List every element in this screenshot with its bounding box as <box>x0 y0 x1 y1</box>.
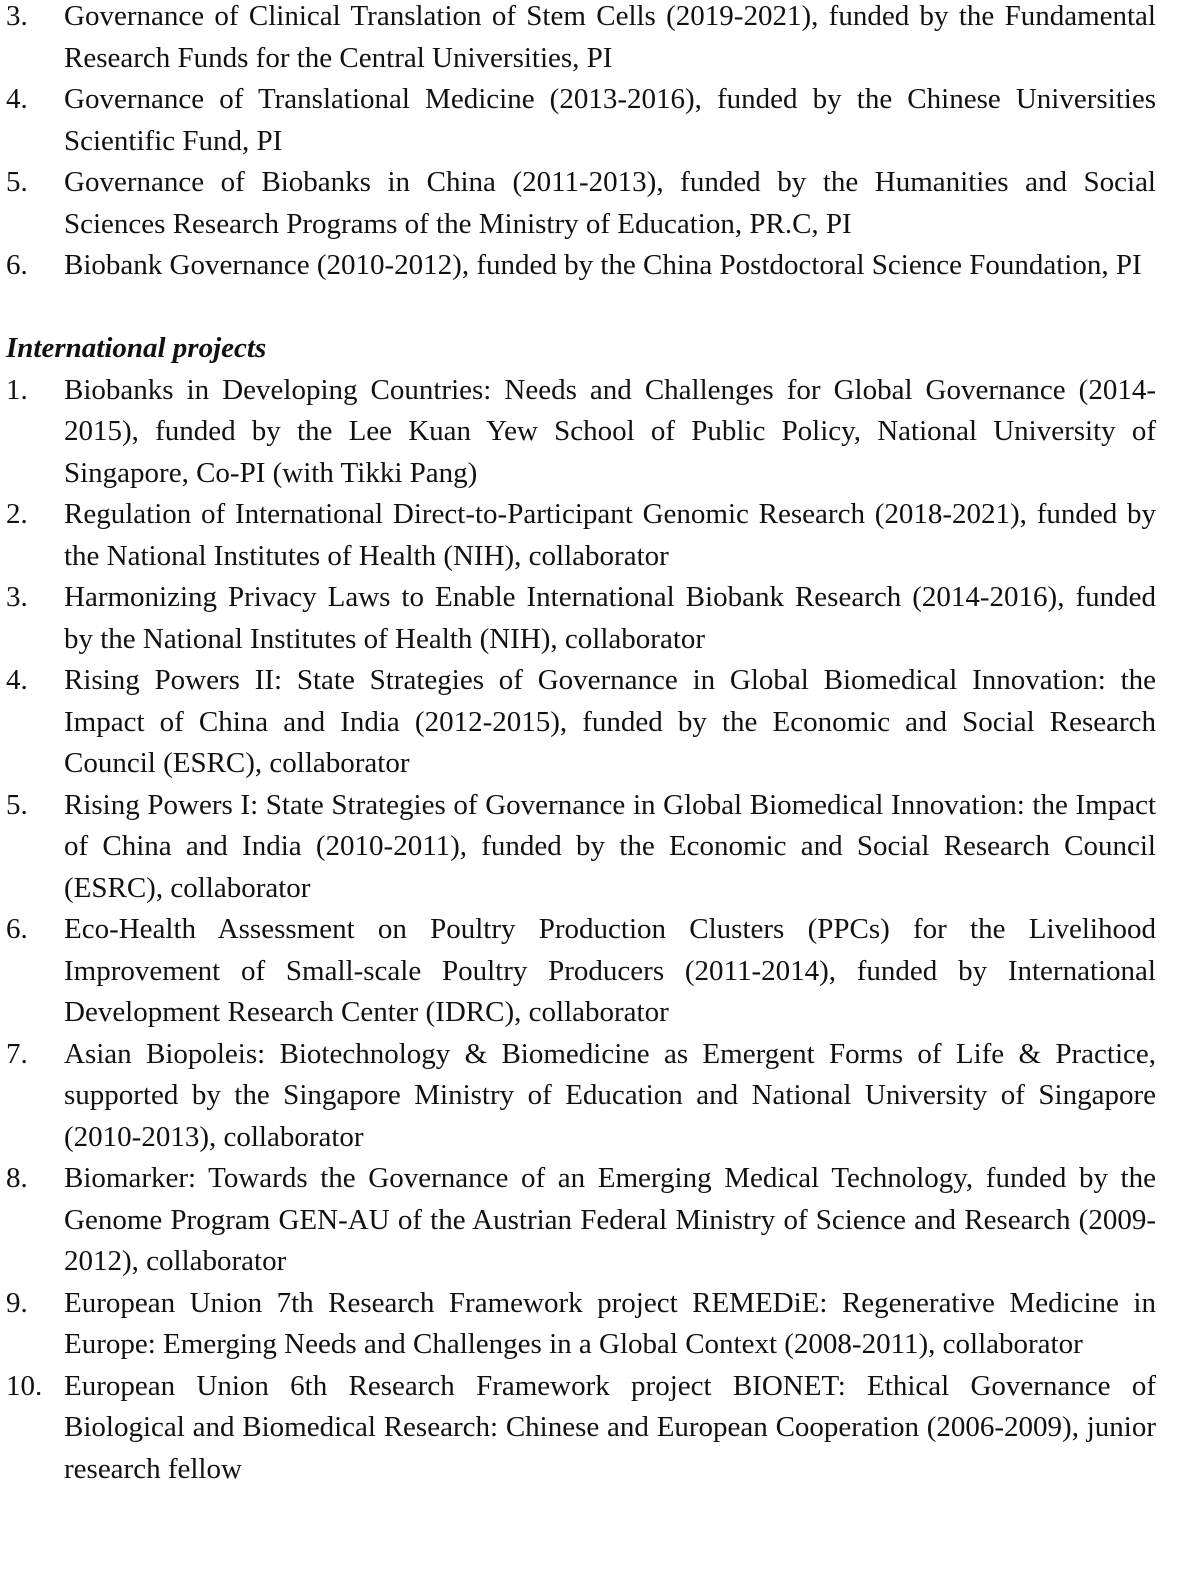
list-item <box>6 577 1156 660</box>
list-item-number: 2. <box>6 498 28 530</box>
list-item <box>6 370 1156 495</box>
list-item <box>6 1366 1156 1491</box>
domestic-projects-list <box>6 0 1156 287</box>
list-item <box>6 909 1156 1034</box>
list-item <box>6 0 1156 79</box>
list-item-text: Eco-Health Assessment on Poultry Production Clusters (PPCs) for the Livelihood Improvement of Small-scale Poultry Producers (2011-2014), funded by International Development Research Center (IDRC), collaborator <box>64 913 1156 1028</box>
list-item <box>6 494 1156 577</box>
list-item-text: Governance of Clinical Translation of Stem Cells (2019-2021), funded by the Fundamental Research Funds for the Central Universities, PI <box>64 0 1156 74</box>
list-item-number: 4. <box>6 664 28 696</box>
list-item-text: Biobanks in Developing Countries: Needs and Challenges for Global Governance (2014-2015), funded by the Lee Kuan Yew School of Public Policy, National University of Singapore, Co-PI (with Tikki Pang) <box>64 373 1156 489</box>
section-heading: International projects <box>6 332 267 364</box>
list-item-number: 1. <box>6 373 28 406</box>
list-item-text: Asian Biopoleis: Biotechnology & Biomedicine as Emergent Forms of Life & Practice, supported by the Singapore Ministry of Education and National University of Singapore (2010-2013), collaborator <box>64 1037 1156 1153</box>
list-item-number: 3. <box>6 0 28 32</box>
list-item <box>6 245 1156 287</box>
list-item <box>6 162 1156 245</box>
list-item-number: 6. <box>6 913 28 945</box>
list-item-text: European Union 6th Research Framework project BIONET: Ethical Governance of Biological and Biomedical Research: Chinese and European Cooperation (2006-2009), junior research fellow <box>64 1369 1156 1485</box>
list-item-number: 8. <box>6 1162 28 1194</box>
list-item-number: 7. <box>6 1037 28 1070</box>
list-item-text: Governance of Translational Medicine (2013-2016), funded by the Chinese Universities Scientific Fund, PI <box>64 83 1156 157</box>
list-item-number: 6. <box>6 249 28 281</box>
list-item-number: 5. <box>6 166 28 198</box>
list-item-text: Harmonizing Privacy Laws to Enable International Biobank Research (2014-2016), funded by the National Institutes of Health (NIH), collaborator <box>64 581 1156 655</box>
list-item <box>6 660 1156 785</box>
list-item <box>6 1034 1156 1159</box>
list-item <box>6 1283 1156 1366</box>
list-item <box>6 79 1156 162</box>
list-item <box>6 785 1156 910</box>
list-item-number: 5. <box>6 788 28 821</box>
list-item-text: Regulation of International Direct-to-Participant Genomic Research (2018-2021), funded by the National Institutes of Health (NIH), collaborator <box>64 498 1156 572</box>
list-item-number: 10. <box>6 1369 43 1402</box>
list-item <box>6 1158 1156 1283</box>
list-item-text: Rising Powers II: State Strategies of Governance in Global Biomedical Innovation: the Impact of China and India (2012-2015), funded by the Economic and Social Research Council (ESRC), collaborator <box>64 664 1156 779</box>
list-item-text: European Union 7th Research Framework project REMEDiE: Regenerative Medicine in Europe: Emerging Needs and Challenges in a Global Context (2008-2011), collaborator <box>64 1286 1156 1360</box>
list-item-number: 4. <box>6 83 28 115</box>
list-item-text: Rising Powers I: State Strategies of Governance in Global Biomedical Innovation: the Impact of China and India (2010-2011), funded by the Economic and Social Research Council (ESRC), collaborator <box>64 788 1156 904</box>
list-item-number: 3. <box>6 581 28 613</box>
list-item-text: Biomarker: Towards the Governance of an Emerging Medical Technology, funded by the Genome Program GEN-AU of the Austrian Federal Ministry of Science and Research (2009-2012), collaborator <box>64 1162 1156 1277</box>
international-projects-list <box>6 370 1156 1491</box>
list-item-number: 9. <box>6 1286 28 1319</box>
international-projects-section <box>6 328 1156 1490</box>
list-item-text: Governance of Biobanks in China (2011-2013), funded by the Humanities and Social Sciences Research Programs of the Ministry of Education, PR.C, PI <box>64 166 1156 240</box>
list-item-text: Biobank Governance (2010-2012), funded by the China Postdoctoral Science Foundation, PI <box>64 249 1142 281</box>
